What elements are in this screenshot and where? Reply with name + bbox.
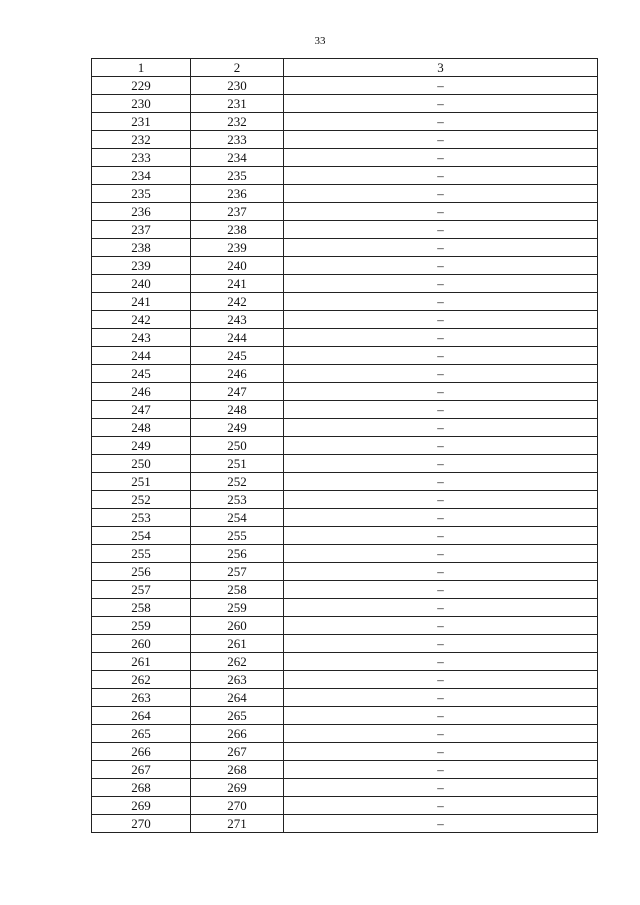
table-cell-col-3: – (284, 455, 598, 473)
table-cell-col-1: 234 (92, 167, 191, 185)
table-cell-col-2: 267 (191, 743, 284, 761)
table-row (92, 815, 598, 833)
table-header-row (92, 59, 598, 77)
table-body (92, 77, 598, 833)
table-cell-col-1: 239 (92, 257, 191, 275)
table-cell-col-2: 254 (191, 509, 284, 527)
table-cell-col-1: 267 (92, 761, 191, 779)
table-cell-col-2: 241 (191, 275, 284, 293)
table-row (92, 221, 598, 239)
table-row (92, 491, 598, 509)
table-cell-col-3: – (284, 257, 598, 275)
table-cell-col-1: 240 (92, 275, 191, 293)
table-cell-col-1: 247 (92, 401, 191, 419)
table-cell-col-1: 268 (92, 779, 191, 797)
table-cell-col-2: 263 (191, 671, 284, 689)
table-cell-col-2: 239 (191, 239, 284, 257)
table-cell-col-3: – (284, 131, 598, 149)
table-cell-col-3: – (284, 437, 598, 455)
table-cell-col-2: 257 (191, 563, 284, 581)
table-cell-col-3: – (284, 527, 598, 545)
table-row (92, 563, 598, 581)
table-cell-col-2: 237 (191, 203, 284, 221)
table-cell-col-2: 260 (191, 617, 284, 635)
table-row (92, 581, 598, 599)
table-cell-col-1: 252 (92, 491, 191, 509)
table-cell-col-1: 263 (92, 689, 191, 707)
table-row (92, 113, 598, 131)
table-cell-col-1: 255 (92, 545, 191, 563)
table-row (92, 707, 598, 725)
table-cell-col-2: 251 (191, 455, 284, 473)
table-cell-col-1: 253 (92, 509, 191, 527)
table-row (92, 437, 598, 455)
table-cell-col-3: – (284, 725, 598, 743)
table-cell-col-1: 243 (92, 329, 191, 347)
table-cell-col-3: – (284, 815, 598, 833)
table-cell-col-1: 242 (92, 311, 191, 329)
table-cell-col-1: 256 (92, 563, 191, 581)
table-cell-col-3: – (284, 797, 598, 815)
table-cell-col-2: 256 (191, 545, 284, 563)
table-cell-col-1: 244 (92, 347, 191, 365)
table-row (92, 311, 598, 329)
table-cell-col-2: 233 (191, 131, 284, 149)
table-cell-col-2: 270 (191, 797, 284, 815)
table-row (92, 77, 598, 95)
table-cell-col-2: 253 (191, 491, 284, 509)
table-cell-col-1: 237 (92, 221, 191, 239)
table-cell-col-2: 244 (191, 329, 284, 347)
table-row (92, 527, 598, 545)
table-cell-col-2: 232 (191, 113, 284, 131)
table-cell-col-3: – (284, 473, 598, 491)
table-cell-col-1: 260 (92, 635, 191, 653)
table-cell-col-2: 266 (191, 725, 284, 743)
table-row (92, 743, 598, 761)
table-cell-col-2: 246 (191, 365, 284, 383)
table-cell-col-1: 229 (92, 77, 191, 95)
table-cell-col-2: 269 (191, 779, 284, 797)
table-cell-col-3: – (284, 329, 598, 347)
table-cell-col-2: 236 (191, 185, 284, 203)
table-row (92, 329, 598, 347)
table-cell-col-1: 246 (92, 383, 191, 401)
table-row (92, 635, 598, 653)
table-cell-col-2: 242 (191, 293, 284, 311)
column-header-3: 3 (284, 59, 598, 77)
table-cell-col-1: 262 (92, 671, 191, 689)
table-cell-col-1: 249 (92, 437, 191, 455)
table-cell-col-3: – (284, 347, 598, 365)
table-cell-col-2: 268 (191, 761, 284, 779)
table-cell-col-3: – (284, 383, 598, 401)
table-cell-col-3: – (284, 149, 598, 167)
table-cell-col-1: 254 (92, 527, 191, 545)
table-header (92, 59, 598, 77)
table-cell-col-3: – (284, 581, 598, 599)
table-row (92, 797, 598, 815)
table-row (92, 293, 598, 311)
table-cell-col-3: – (284, 401, 598, 419)
table-cell-col-2: 234 (191, 149, 284, 167)
table-cell-col-3: – (284, 545, 598, 563)
table-cell-col-1: 250 (92, 455, 191, 473)
table-cell-col-2: 248 (191, 401, 284, 419)
table-cell-col-2: 261 (191, 635, 284, 653)
table-cell-col-3: – (284, 761, 598, 779)
table-cell-col-2: 245 (191, 347, 284, 365)
table-cell-col-3: – (284, 293, 598, 311)
table-cell-col-3: – (284, 707, 598, 725)
table-row (92, 653, 598, 671)
table-cell-col-3: – (284, 635, 598, 653)
table-cell-col-3: – (284, 563, 598, 581)
table-cell-col-3: – (284, 419, 598, 437)
table-cell-col-1: 251 (92, 473, 191, 491)
table-cell-col-1: 231 (92, 113, 191, 131)
table-cell-col-2: 243 (191, 311, 284, 329)
table-row (92, 419, 598, 437)
table-cell-col-1: 257 (92, 581, 191, 599)
table-cell-col-2: 240 (191, 257, 284, 275)
table-cell-col-3: – (284, 113, 598, 131)
table-row (92, 203, 598, 221)
table-cell-col-2: 265 (191, 707, 284, 725)
data-table (91, 58, 598, 833)
table-cell-col-1: 248 (92, 419, 191, 437)
table-row (92, 545, 598, 563)
table-cell-col-1: 269 (92, 797, 191, 815)
table-row (92, 779, 598, 797)
table-cell-col-2: 230 (191, 77, 284, 95)
column-header-2: 2 (191, 59, 284, 77)
table-cell-col-2: 231 (191, 95, 284, 113)
table-cell-col-3: – (284, 491, 598, 509)
table-cell-col-3: – (284, 275, 598, 293)
table-cell-col-2: 250 (191, 437, 284, 455)
table-cell-col-3: – (284, 689, 598, 707)
table-cell-col-2: 252 (191, 473, 284, 491)
table-cell-col-2: 271 (191, 815, 284, 833)
table-cell-col-3: – (284, 509, 598, 527)
table-row (92, 725, 598, 743)
table-cell-col-3: – (284, 77, 598, 95)
table-cell-col-1: 270 (92, 815, 191, 833)
table-cell-col-3: – (284, 617, 598, 635)
table-cell-col-3: – (284, 653, 598, 671)
table-cell-col-1: 245 (92, 365, 191, 383)
table-row (92, 761, 598, 779)
table-row (92, 239, 598, 257)
table-cell-col-1: 265 (92, 725, 191, 743)
table-cell-col-3: – (284, 95, 598, 113)
table-cell-col-2: 255 (191, 527, 284, 545)
table-cell-col-3: – (284, 365, 598, 383)
table-cell-col-1: 266 (92, 743, 191, 761)
table-row (92, 617, 598, 635)
table-cell-col-3: – (284, 185, 598, 203)
table-cell-col-3: – (284, 599, 598, 617)
table-row (92, 347, 598, 365)
table-cell-col-2: 247 (191, 383, 284, 401)
table-cell-col-3: – (284, 671, 598, 689)
table-cell-col-3: – (284, 743, 598, 761)
table-cell-col-2: 235 (191, 167, 284, 185)
page-number: 33 (314, 35, 326, 47)
table-row (92, 185, 598, 203)
table-cell-col-1: 264 (92, 707, 191, 725)
table-row (92, 365, 598, 383)
table-cell-col-1: 233 (92, 149, 191, 167)
table-row (92, 599, 598, 617)
table-row (92, 509, 598, 527)
table-row (92, 689, 598, 707)
table-cell-col-3: – (284, 779, 598, 797)
table-cell-col-2: 264 (191, 689, 284, 707)
table-row (92, 149, 598, 167)
table-cell-col-1: 236 (92, 203, 191, 221)
table-row (92, 275, 598, 293)
table-row (92, 257, 598, 275)
table-cell-col-1: 235 (92, 185, 191, 203)
table-cell-col-3: – (284, 203, 598, 221)
table-cell-col-2: 259 (191, 599, 284, 617)
table-cell-col-1: 258 (92, 599, 191, 617)
table-cell-col-3: – (284, 167, 598, 185)
table-row (92, 455, 598, 473)
table-cell-col-3: – (284, 221, 598, 239)
table-cell-col-1: 238 (92, 239, 191, 257)
table-cell-col-2: 262 (191, 653, 284, 671)
table-row (92, 401, 598, 419)
column-header-1: 1 (92, 59, 191, 77)
table-row (92, 383, 598, 401)
table-cell-col-2: 238 (191, 221, 284, 239)
table-cell-col-2: 249 (191, 419, 284, 437)
table-row (92, 671, 598, 689)
table-cell-col-2: 258 (191, 581, 284, 599)
table-row (92, 131, 598, 149)
table-cell-col-1: 261 (92, 653, 191, 671)
table-cell-col-1: 241 (92, 293, 191, 311)
table-cell-col-1: 259 (92, 617, 191, 635)
table-row (92, 473, 598, 491)
table-cell-col-1: 232 (92, 131, 191, 149)
table-row (92, 167, 598, 185)
table-cell-col-1: 230 (92, 95, 191, 113)
table-row (92, 95, 598, 113)
table-cell-col-3: – (284, 311, 598, 329)
table-cell-col-3: – (284, 239, 598, 257)
